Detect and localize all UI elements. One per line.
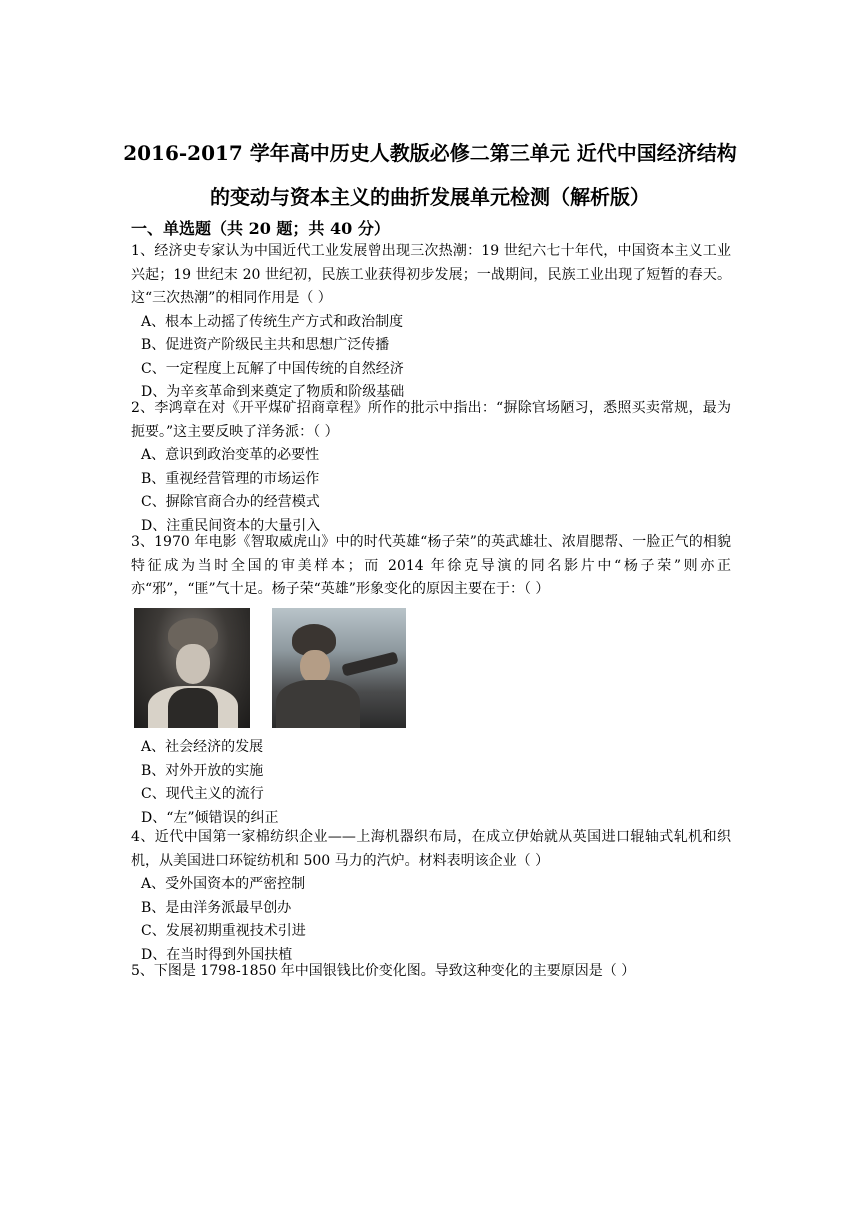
question-1-option-d[interactable]: D、为辛亥革命到来奠定了物质和阶级基础 — [141, 384, 405, 400]
question-5 — [131, 960, 731, 984]
question-4 — [131, 826, 731, 967]
question-3 — [131, 531, 731, 602]
question-3-option-b[interactable]: B、对外开放的实施 — [141, 762, 264, 779]
question-1-option-a[interactable]: A、根本上动摇了传统生产方式和政治制度 — [141, 313, 404, 330]
question-3-option-d[interactable]: D、“左”倾错误的纠正 — [141, 809, 279, 826]
document-title-line-1: 2016-2017 学年高中历史人教版必修二第三单元 近代中国经济结构 — [123, 141, 737, 165]
question-4-option-d[interactable]: D、在当时得到外国扶植 — [141, 946, 293, 963]
question-2-option-d[interactable]: D、注重民间资本的大量引入 — [141, 517, 321, 534]
question-1 — [131, 240, 731, 405]
question-2-option-a[interactable]: A、意识到政治变革的必要性 — [141, 447, 320, 463]
film-still-2014-image — [272, 608, 406, 728]
question-1-stem: 1、经济史专家认为中国近代工业发展曾出现三次热潮：19 世纪六七十年代，中国资本主义工业兴起；19 世纪末 20 世纪初，民族工业获得初步发展；一战期间，民族工业出现了短暂的春天。这“三次热潮”的相同作用是（ ） — [131, 243, 731, 306]
film-still-1970-image — [134, 608, 250, 728]
document-title-line-2: 的变动与资本主义的曲折发展单元检测（解析版） — [210, 185, 650, 209]
question-2 — [131, 397, 731, 538]
question-5-stem: 5、下图是 1798-1850 年中国银钱比价变化图。导致这种变化的主要原因是（ ） — [131, 963, 636, 979]
question-3-stem: 3、1970 年电影《智取威虎山》中的时代英雄“杨子荣”的英武雄壮、浓眉腮帮、一脸正气的相貌特征成为当时全国的审美样本；而 2014 年徐克导演的同名影片中“杨子荣”则亦正亦“邪”，“匪”气十足。杨子荣“英雄”形象变化的原因主要在于：（ ） — [131, 534, 731, 597]
question-1-option-b[interactable]: B、促进资产阶级民主共和思想广泛传播 — [141, 337, 390, 353]
question-2-option-b[interactable]: B、重视经营管理的市场运作 — [141, 470, 320, 487]
section-heading: 一、单选题（共 20 题；共 40 分） — [131, 219, 390, 238]
question-2-stem: 2、李鸿章在对《开平煤矿招商章程》所作的批示中指出：“摒除官场陋习，悉照买卖常规，最为扼要。”这主要反映了洋务派：（ ） — [131, 400, 731, 440]
question-2-option-c[interactable]: C、摒除官商合办的经营模式 — [141, 494, 320, 510]
question-1-option-c[interactable]: C、一定程度上瓦解了中国传统的自然经济 — [141, 360, 404, 377]
question-4-option-a[interactable]: A、受外国资本的严密控制 — [141, 876, 306, 892]
question-3-options — [131, 736, 731, 830]
question-4-stem: 4、近代中国第一家棉纺织企业——上海机器织布局，在成立伊始就从英国进口辊轴式轧机和织机，从美国进口环锭纺机和 500 马力的汽炉。材料表明该企业（ ） — [131, 829, 731, 869]
question-3-option-a[interactable]: A、社会经济的发展 — [141, 739, 264, 755]
question-4-option-c[interactable]: C、发展初期重视技术引进 — [141, 923, 306, 939]
question-3-option-c[interactable]: C、现代主义的流行 — [141, 786, 264, 802]
question-4-option-b[interactable]: B、是由洋务派最早创办 — [141, 899, 292, 916]
